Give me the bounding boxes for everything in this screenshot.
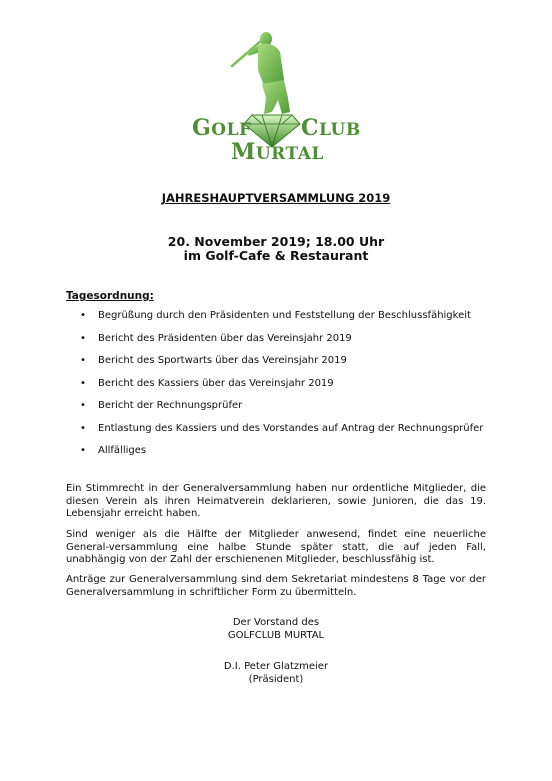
- meeting-date: 20. November 2019; 18.00 Uhr: [167, 234, 385, 249]
- agenda-item-text: Bericht des Präsidenten über das Vereinsjahr 2019: [98, 332, 352, 344]
- bullet-icon: •: [80, 310, 86, 321]
- agenda-item: [76, 444, 483, 467]
- golfclub-logo: [0, 0, 552, 165]
- bullet-icon: •: [80, 332, 86, 344]
- agenda-item-text: Bericht des Kassiers über das Vereinsjahr 2019: [98, 377, 334, 389]
- meeting-location: im Golf-Cafe & Restaurant: [183, 248, 369, 263]
- agenda-item: [76, 399, 483, 422]
- signature-role: (Präsident): [248, 673, 304, 685]
- agenda-item: [76, 377, 483, 400]
- agenda-item-text: Begrüßung durch den Präsidenten und Feststellung der Beschlussfähigkeit: [98, 310, 471, 321]
- quorum-paragraph: Sind weniger als die Hälfte der Mitglieder anwesend, findet eine neuerliche General-versammlung eine halbe Stunde später statt, die auf jeden Fall, unabhängig von der Zahl der erschienenen Mitglieder, beschlussfähig ist.: [66, 529, 486, 565]
- agenda-item: [76, 422, 483, 445]
- signature-name: D.I. Peter Glatzmeier: [223, 661, 329, 672]
- bullet-icon: •: [80, 377, 86, 389]
- agenda-item-text: Allfälliges: [98, 445, 147, 456]
- agenda-item-text: Bericht des Sportwarts über das Vereinsjahr 2019: [98, 355, 347, 366]
- signature-club-name: GOLFCLUB MURTAL: [227, 629, 325, 641]
- logo-word-golf: GOLF: [192, 115, 252, 141]
- signature-person: [0, 661, 552, 686]
- logo-word-murtal: MURTAL: [231, 139, 324, 165]
- signature-line: Der Vorstand des: [232, 617, 320, 628]
- agenda-item-text: Entlastung des Kassiers und des Vorstandes auf Antrag der Rechnungsprüfer: [98, 422, 484, 434]
- motions-paragraph: Anträge zur Generalversammlung sind dem Sekretariat mindestens 8 Tage vor der Generalversammlung in schriftlicher Form zu übermitteln.: [66, 574, 486, 598]
- bullet-icon: •: [80, 445, 86, 456]
- logo-word-club: CLUB: [301, 115, 361, 141]
- signature-board: [0, 617, 552, 642]
- bullet-icon: •: [80, 355, 86, 366]
- bullet-icon: •: [80, 400, 86, 411]
- agenda-item-text: Bericht der Rechnungsprüfer: [98, 400, 243, 411]
- agenda-item: [76, 309, 483, 332]
- document-title: JAHRESHAUPTVERSAMMLUNG 2019: [161, 191, 391, 205]
- bullet-icon: •: [80, 422, 86, 434]
- agenda-list: [76, 309, 483, 467]
- agenda-heading: Tagesordnung:: [66, 290, 154, 302]
- agenda-item: [76, 332, 483, 355]
- agenda-item: [76, 354, 483, 377]
- voting-rights-paragraph: Ein Stimmrecht in der Generalversammlung haben nur ordentliche Mitglieder, die diesen Verein als ihren Heimatverein deklarieren, sowie Junioren, die das 19. Lebensjahr erreicht haben.: [66, 483, 486, 519]
